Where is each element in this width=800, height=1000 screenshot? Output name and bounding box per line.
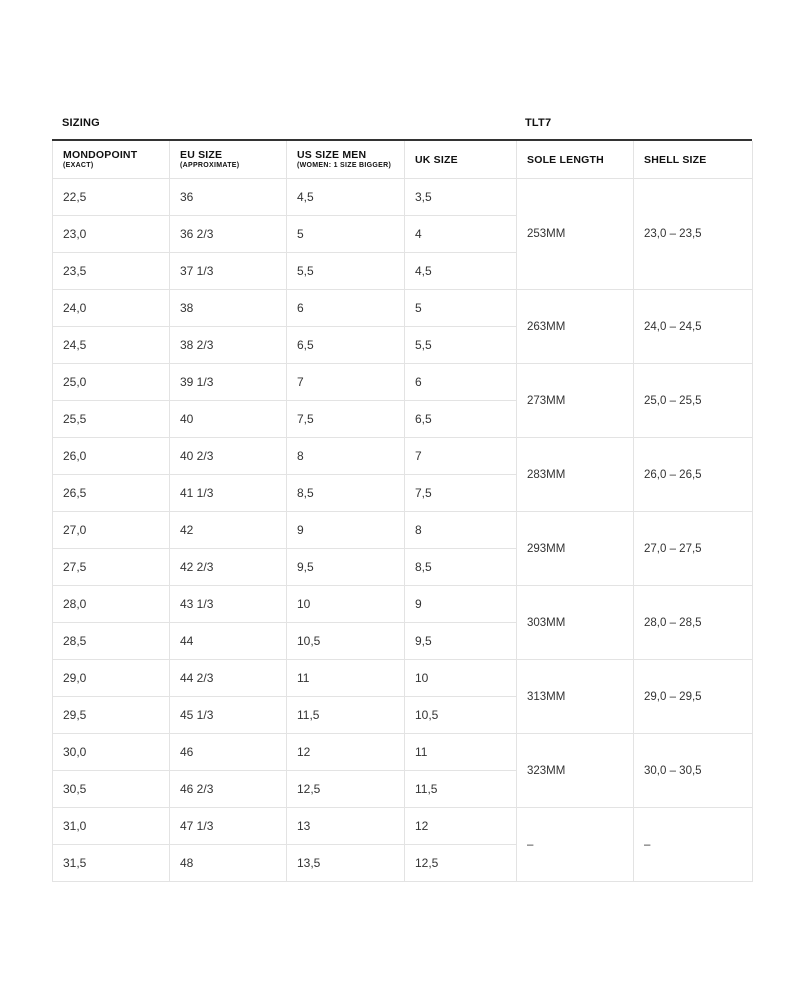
us-size-cell: 5,5 xyxy=(287,253,405,290)
eu-size-cell: 36 2/3 xyxy=(170,216,287,253)
eu-size-cell: 38 2/3 xyxy=(170,327,287,364)
sole-length-cell: 293MM xyxy=(517,512,634,586)
table-row xyxy=(53,586,753,623)
us-size-cell: 8,5 xyxy=(287,475,405,512)
eu-size-cell: 46 xyxy=(170,734,287,771)
eu-size-cell: 45 1/3 xyxy=(170,697,287,734)
shell-size-cell: 26,0 – 26,5 xyxy=(634,438,753,512)
header-eu-size-label: EU SIZE xyxy=(180,148,223,161)
table-row xyxy=(53,512,753,549)
us-size-cell: 11 xyxy=(287,660,405,697)
uk-size-cell: 4 xyxy=(405,216,517,253)
us-size-cell: 7,5 xyxy=(287,401,405,438)
eu-size-cell: 47 1/3 xyxy=(170,808,287,845)
mondopoint-cell: 31,0 xyxy=(53,808,170,845)
mondopoint-cell: 30,0 xyxy=(53,734,170,771)
sizing-chart xyxy=(52,113,752,882)
mondopoint-cell: 27,0 xyxy=(53,512,170,549)
uk-size-cell: 12 xyxy=(405,808,517,845)
uk-size-cell: 8,5 xyxy=(405,549,517,586)
us-size-cell: 13 xyxy=(287,808,405,845)
header-us-size xyxy=(287,141,405,179)
header-eu-size xyxy=(170,141,287,179)
table-row xyxy=(53,808,753,845)
uk-size-cell: 7 xyxy=(405,438,517,475)
uk-size-cell: 4,5 xyxy=(405,253,517,290)
eu-size-cell: 40 2/3 xyxy=(170,438,287,475)
mondopoint-cell: 29,5 xyxy=(53,697,170,734)
mondopoint-cell: 30,5 xyxy=(53,771,170,808)
uk-size-cell: 8 xyxy=(405,512,517,549)
uk-size-cell: 3,5 xyxy=(405,179,517,216)
uk-size-cell: 5 xyxy=(405,290,517,327)
shell-size-cell: 23,0 – 23,5 xyxy=(634,179,753,290)
header-us-size-sublabel: (WOMEN: 1 SIZE BIGGER) xyxy=(297,161,392,169)
sizing-title: SIZING xyxy=(62,117,100,129)
mondopoint-cell: 26,0 xyxy=(53,438,170,475)
eu-size-cell: 40 xyxy=(170,401,287,438)
uk-size-cell: 6,5 xyxy=(405,401,517,438)
mondopoint-cell: 23,5 xyxy=(53,253,170,290)
header-sole-length xyxy=(517,141,634,179)
sole-length-cell: 283MM xyxy=(517,438,634,512)
shell-size-cell: 27,0 – 27,5 xyxy=(634,512,753,586)
us-size-cell: 4,5 xyxy=(287,179,405,216)
uk-size-cell: 11 xyxy=(405,734,517,771)
uk-size-cell: 11,5 xyxy=(405,771,517,808)
us-size-cell: 9,5 xyxy=(287,549,405,586)
chart-header-bar xyxy=(52,113,752,141)
mondopoint-cell: 24,0 xyxy=(53,290,170,327)
header-uk-size-label: UK SIZE xyxy=(415,153,458,166)
eu-size-cell: 48 xyxy=(170,845,287,882)
eu-size-cell: 41 1/3 xyxy=(170,475,287,512)
table-row xyxy=(53,438,753,475)
table-row xyxy=(53,290,753,327)
eu-size-cell: 44 2/3 xyxy=(170,660,287,697)
uk-size-cell: 5,5 xyxy=(405,327,517,364)
header-mondopoint-label: MONDOPOINT xyxy=(63,148,138,161)
mondopoint-cell: 22,5 xyxy=(53,179,170,216)
shell-size-cell: 24,0 – 24,5 xyxy=(634,290,753,364)
table-row xyxy=(53,734,753,771)
mondopoint-cell: 26,5 xyxy=(53,475,170,512)
uk-size-cell: 12,5 xyxy=(405,845,517,882)
table-row xyxy=(53,179,753,216)
sole-length-cell: 323MM xyxy=(517,734,634,808)
us-size-cell: 5 xyxy=(287,216,405,253)
uk-size-cell: 10 xyxy=(405,660,517,697)
sizing-table xyxy=(52,141,753,882)
table-row xyxy=(53,364,753,401)
eu-size-cell: 44 xyxy=(170,623,287,660)
header-us-size-label: US SIZE MEN xyxy=(297,148,367,161)
sole-length-cell: 253MM xyxy=(517,179,634,290)
sole-length-cell: 263MM xyxy=(517,290,634,364)
uk-size-cell: 9,5 xyxy=(405,623,517,660)
header-mondopoint xyxy=(53,141,170,179)
us-size-cell: 10 xyxy=(287,586,405,623)
us-size-cell: 6,5 xyxy=(287,327,405,364)
table-row xyxy=(53,660,753,697)
sole-length-cell: 313MM xyxy=(517,660,634,734)
model-title: TLT7 xyxy=(525,117,552,129)
eu-size-cell: 38 xyxy=(170,290,287,327)
header-uk-size xyxy=(405,141,517,179)
mondopoint-cell: 28,0 xyxy=(53,586,170,623)
mondopoint-cell: 23,0 xyxy=(53,216,170,253)
us-size-cell: 13,5 xyxy=(287,845,405,882)
mondopoint-cell: 25,0 xyxy=(53,364,170,401)
header-eu-size-sublabel: (APPROXIMATE) xyxy=(180,161,240,169)
us-size-cell: 7 xyxy=(287,364,405,401)
us-size-cell: 10,5 xyxy=(287,623,405,660)
sole-length-cell: – xyxy=(517,808,634,882)
shell-size-cell: 29,0 – 29,5 xyxy=(634,660,753,734)
mondopoint-cell: 29,0 xyxy=(53,660,170,697)
shell-size-cell: 25,0 – 25,5 xyxy=(634,364,753,438)
uk-size-cell: 6 xyxy=(405,364,517,401)
eu-size-cell: 43 1/3 xyxy=(170,586,287,623)
eu-size-cell: 42 2/3 xyxy=(170,549,287,586)
mondopoint-cell: 27,5 xyxy=(53,549,170,586)
us-size-cell: 9 xyxy=(287,512,405,549)
us-size-cell: 6 xyxy=(287,290,405,327)
header-mondopoint-sublabel: (EXACT) xyxy=(63,161,94,169)
uk-size-cell: 7,5 xyxy=(405,475,517,512)
mondopoint-cell: 28,5 xyxy=(53,623,170,660)
header-shell-size xyxy=(634,141,753,179)
shell-size-cell: 28,0 – 28,5 xyxy=(634,586,753,660)
header-shell-size-label: SHELL SIZE xyxy=(644,153,707,166)
us-size-cell: 8 xyxy=(287,438,405,475)
us-size-cell: 12 xyxy=(287,734,405,771)
mondopoint-cell: 25,5 xyxy=(53,401,170,438)
sole-length-cell: 273MM xyxy=(517,364,634,438)
us-size-cell: 11,5 xyxy=(287,697,405,734)
uk-size-cell: 9 xyxy=(405,586,517,623)
uk-size-cell: 10,5 xyxy=(405,697,517,734)
shell-size-cell: – xyxy=(634,808,753,882)
header-sole-length-label: SOLE LENGTH xyxy=(527,153,604,166)
eu-size-cell: 39 1/3 xyxy=(170,364,287,401)
us-size-cell: 12,5 xyxy=(287,771,405,808)
eu-size-cell: 42 xyxy=(170,512,287,549)
shell-size-cell: 30,0 – 30,5 xyxy=(634,734,753,808)
sole-length-cell: 303MM xyxy=(517,586,634,660)
eu-size-cell: 37 1/3 xyxy=(170,253,287,290)
eu-size-cell: 36 xyxy=(170,179,287,216)
mondopoint-cell: 31,5 xyxy=(53,845,170,882)
table-header-row xyxy=(53,141,753,179)
table-body xyxy=(53,179,753,882)
mondopoint-cell: 24,5 xyxy=(53,327,170,364)
eu-size-cell: 46 2/3 xyxy=(170,771,287,808)
